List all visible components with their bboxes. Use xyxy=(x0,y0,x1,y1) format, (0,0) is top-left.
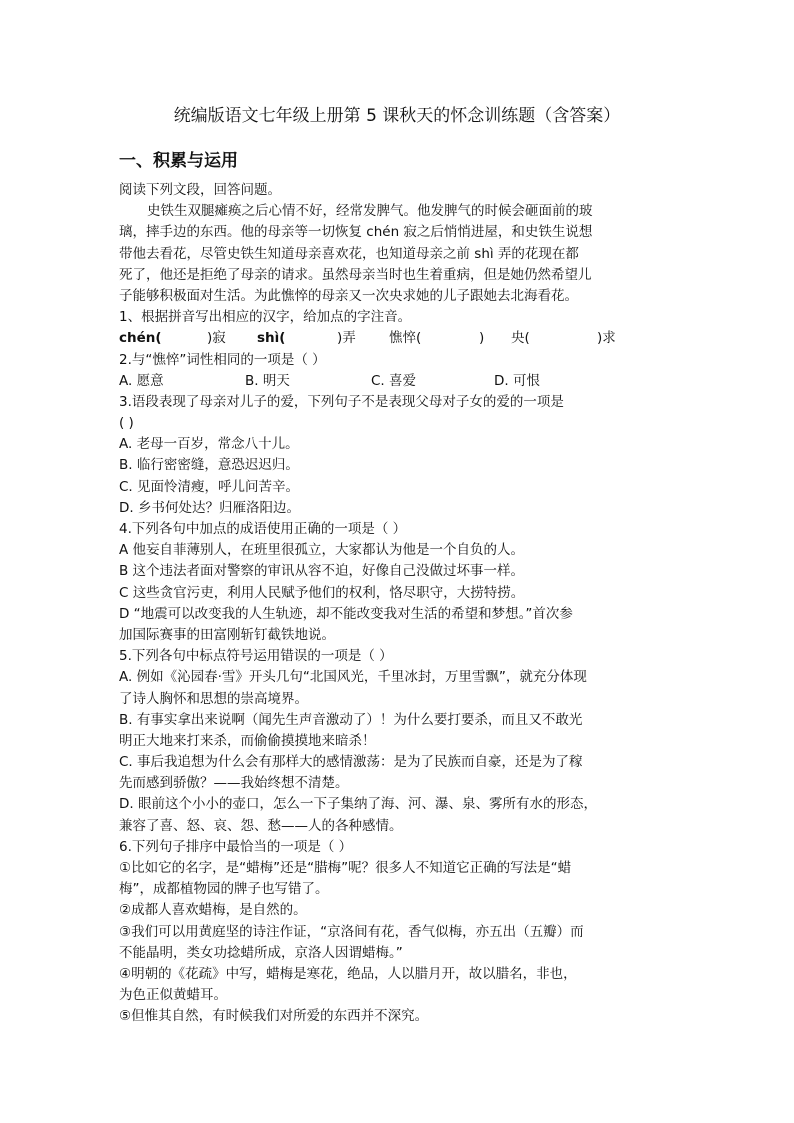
q6-sentence-line: ④明朝的《花疏》中写，蜡梅是寒花，绝品，人以腊月开，故以腊名，非也， xyxy=(119,965,577,982)
question-2-stem: 2.与“憔悴”词性相同的一项是（ ） xyxy=(119,351,326,368)
q1-item-word: 憔悴( xyxy=(389,330,422,347)
question-3-answer-blank: ( ) xyxy=(119,415,134,432)
passage-line: 璃，摔手边的东西。他的母亲等一切恢复 chén 寂之后悄悄进屋，和史铁生说想 xyxy=(119,224,593,241)
q5-option-line: D. 眼前这个小小的壶口，怎么一下子集纳了海、河、瀑、泉、雾所有水的形态， xyxy=(119,796,597,813)
question-3-stem: 3.语段表现了母亲对儿子的爱，下列句子不是表现父母对子女的爱的一项是 xyxy=(119,393,564,410)
q1-item-word: 央( xyxy=(511,330,530,347)
q6-sentence-line: 不能晶明，类女功捻蜡所成，京洛人因谓蜡梅。” xyxy=(119,944,403,961)
question-5-stem: 5.下列各句中标点符号运用错误的一项是（ ） xyxy=(119,648,393,665)
reading-instruction: 阅读下列文段，回答问题。 xyxy=(119,182,281,198)
q4-option-line: 加国际赛事的田富刚斩钉截铁地说。 xyxy=(119,626,335,643)
q4-option-line: A 他妄自菲薄别人，在班里很孤立，大家都认为他是一个自负的人。 xyxy=(119,542,525,559)
q3-option: D. 乡书何处达？归雁洛阳边。 xyxy=(119,499,300,516)
q1-item-pinyin: chén( xyxy=(119,330,162,347)
document-body xyxy=(119,180,679,1028)
passage-line: 带他去看花，尽管史铁生知道母亲喜欢花，也知道母亲之前 shì 弄的花现在都 xyxy=(119,245,579,262)
q6-sentence-line: ②成都人喜欢蜡梅，是自然的。 xyxy=(119,902,307,919)
q2-option: B. 明天 xyxy=(245,372,290,389)
question-1-items xyxy=(119,328,679,349)
passage-line: 子能够积极面对生活。为此憔悴的母亲又一次央求她的儿子跟她去北海看花。 xyxy=(119,287,578,304)
q2-option: D. 可恨 xyxy=(494,372,540,389)
q4-option-line: B 这个违法者面对警察的审讯从容不迫，好像自己没做过坏事一样。 xyxy=(119,563,525,580)
q6-sentence-line: ⑤但惟其自然，有时候我们对所爱的东西并不深究。 xyxy=(119,1008,429,1025)
question-1-stem: 1、根据拼音写出相应的汉字，给加点的字注音。 xyxy=(119,309,412,326)
q2-option: C. 喜爱 xyxy=(371,372,417,389)
q3-option: B. 临行密密缝，意恐迟迟归。 xyxy=(119,457,299,474)
question-4-stem: 4.下列各句中加点的成语使用正确的一项是（ ） xyxy=(119,521,407,537)
q5-option-line: A. 例如《沁园春·雪》开头几句“北国风光，千里冰封，万里雪飘”，就充分体现 xyxy=(119,669,587,686)
q6-sentence-line: 为色正似黄蜡耳。 xyxy=(119,987,227,1004)
document-title: 统编版语文七年级上册第 5 课秋天的怀念训练题（含答案） xyxy=(173,106,621,126)
q1-item-suffix: )寂 xyxy=(207,330,226,347)
q4-option-line: C 这些贪官污吏，利用人民赋予他们的权利，恪尽职守，大捞特捞。 xyxy=(119,584,525,601)
q5-option-line: C. 事后我追想为什么会有那样大的感情激荡：是为了民族而自豪，还是为了稼 xyxy=(119,754,583,771)
passage-line: 史铁生双腿瘫痪之后心情不好，经常发脾气。他发脾气的时候会砸面前的玻 xyxy=(147,203,593,220)
question-6-stem: 6.下列句子排序中最恰当的一项是（ ） xyxy=(119,838,353,855)
section-heading: 一、积累与运用 xyxy=(119,151,238,171)
q4-option-line: D “地震可以改变我的人生轨迹，却不能改变我对生活的希望和梦想。”首次参 xyxy=(119,605,573,622)
q1-item-suffix: ) xyxy=(479,330,485,347)
q1-item-suffix: )弄 xyxy=(337,330,356,347)
q6-sentence-line: ③我们可以用黄庭坚的诗注作证，“京洛间有花，香气似梅，亦五出（五瓣）而 xyxy=(119,923,584,940)
q1-item-pinyin: shì( xyxy=(257,330,286,347)
question-2-options xyxy=(119,371,679,392)
q6-sentence-line: 梅”，成都植物园的牌子也写错了。 xyxy=(119,881,329,898)
q6-sentence-line: ①比如它的名字，是“蜡梅”还是“腊梅”呢？很多人不知道它正确的写法是“蜡 xyxy=(119,860,572,876)
q1-item-suffix: )求 xyxy=(597,330,616,347)
q5-option-line: 明正大地来打来杀，而偷偷摸摸地来暗杀！ xyxy=(119,732,376,749)
q5-option-line: 兼容了喜、怒、哀、怨、愁——人的各种感情。 xyxy=(119,817,403,834)
q5-option-line: 了诗人胸怀和思想的崇高境界。 xyxy=(119,690,308,707)
q2-option: A. 愿意 xyxy=(119,372,164,389)
q5-option-line: 先而感到骄傲？——我始终想不清楚。 xyxy=(119,775,349,792)
q5-option-line: B. 有事实拿出来说啊（闻先生声音激动了）！为什么要打要杀，而且又不敢光 xyxy=(119,711,583,728)
passage-line: 死了，他还是拒绝了母亲的请求。虽然母亲当时也生着重病，但是她仍然希望儿 xyxy=(119,266,592,283)
q3-option: C. 见面怜清瘦，呼儿问苦辛。 xyxy=(119,478,300,495)
q3-option: A. 老母一百岁，常念八十儿。 xyxy=(119,436,299,453)
